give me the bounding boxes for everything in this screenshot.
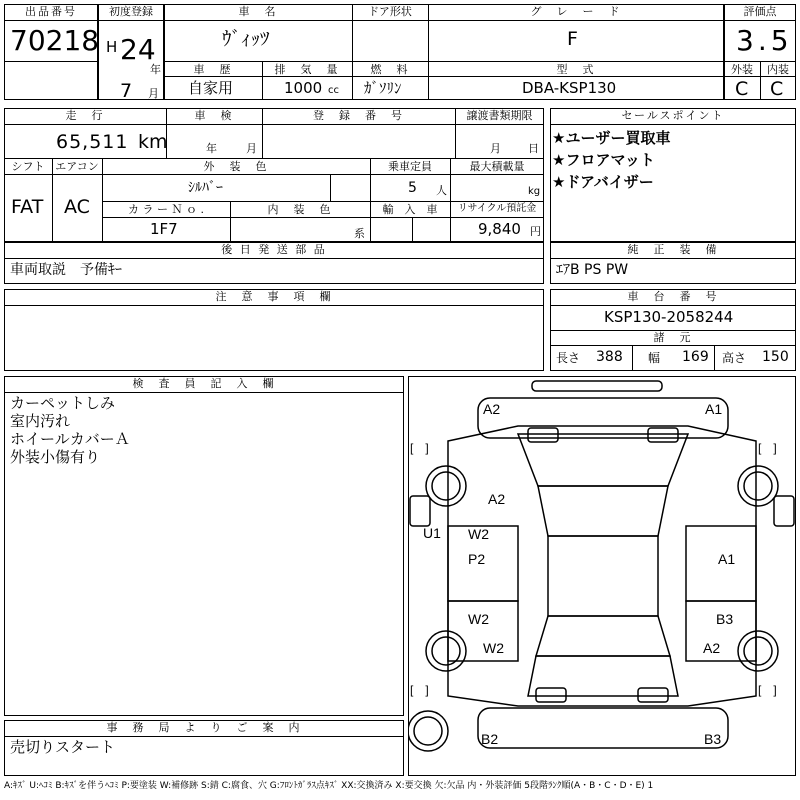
specs-box [4,108,544,242]
bracket-right-1: [ ] [758,441,777,455]
lot-number: 70218 [10,24,100,57]
displacement-label: 排 気 量 [274,63,340,76]
int-color-label: 内 装 色 [267,203,333,216]
int-color-unit: 系 [354,227,365,240]
car-info-box [164,4,724,100]
bracket-right-2: [ ] [758,683,777,697]
displacement-unit: cc [328,85,339,96]
inspector-note-2: 室内汚れ [10,412,71,430]
exterior-label: 外装 [731,63,753,76]
recycle-label: リサイクル預託金 [457,203,537,214]
damage-rear-right: B3 [704,731,722,747]
length: 388 [596,349,623,365]
inspector-note-3: ホイールカバーＡ [10,430,130,448]
color-no-label: カ ラ ー Ｎ ｏ . [128,203,204,216]
width: 169 [682,349,709,365]
era: H [106,38,118,56]
interior-label: 内装 [767,63,789,76]
length-label: 長さ [556,351,581,365]
caution-label: 注 意 事 項 欄 [215,290,333,303]
damage-left-rear-door: W2 [468,611,489,627]
width-label: 幅 [648,351,661,365]
inspector-note-1: カーペットしみ [10,394,116,412]
first-reg-label: 初度登録 [109,5,153,18]
grade: F [567,28,578,50]
inspection-label: 車 検 [194,109,234,122]
transfer-day-unit: 日 [528,142,539,155]
shift-label: シフト [11,160,45,173]
height: 150 [762,349,789,365]
displacement: 1000 [284,79,323,97]
damage-left-rear-fender: W2 [483,640,504,656]
sales-points-label: セールスポイント [621,109,725,122]
inspection-month-unit: 月 [246,142,257,155]
score: 3.5 [736,24,793,57]
bracket-left-2: [ ] [410,683,429,697]
damage-right-door: A1 [718,551,736,567]
transfer-label: 譲渡書類期限 [466,109,533,122]
car-name-label: 車 名 [238,5,278,18]
sales-point-2: ★フロアマット [552,151,655,169]
office-note: 売切りスタート [10,738,116,756]
later-parts: 車両取説 予備ｷｰ [10,262,122,278]
reg-year: 24 [120,33,156,66]
seats: 5 [408,180,417,196]
history-label: 車 歴 [193,63,233,76]
interior-grade: C [770,78,784,100]
ext-color: ｼﾙﾊﾞｰ [188,180,223,196]
reg-month: 7 [120,80,133,102]
inspector-note-4: 外装小傷有り [10,448,101,466]
damage-legend: A:ｷｽﾞ U:ﾍｺﾐ B:ｷｽﾞを伴うﾍｺﾐ P:要塗装 W:補修跡 S:錆 C:腐食、穴 G:ﾌﾛﾝﾄｶﾞﾗｽ点ｷｽﾞ XX:交換済み X:要交換 欠:欠品 内・外装評価 5段階ﾗﾝｸ順(A・B・C・D・E) 1 [4,781,654,791]
ac: AC [64,196,90,218]
seats-label: 乗車定員 [388,160,432,173]
genuine-equipment: ｴｱB PS PW [556,262,629,278]
damage-hood: A2 [488,491,506,507]
recycle-amount: 9,840 [478,220,521,238]
recycle-unit: 円 [530,225,541,238]
chassis-number: KSP130-2058244 [604,308,734,326]
load-unit: kg [528,186,541,197]
score-label: 評価点 [743,5,777,18]
ext-color-label: 外 装 色 [203,160,269,173]
plate-label: 登 録 番 号 [313,109,404,122]
import-label: 輸 入 車 [382,203,438,216]
transfer-month-unit: 月 [490,142,501,155]
shift: FAT [11,196,44,218]
year-unit: 年 [150,63,161,76]
month-unit: 月 [148,87,159,100]
damage-front-left: A2 [483,401,501,417]
exterior-grade: C [735,78,749,100]
grade-label: グ レ ー ド [530,5,622,18]
door-label: ドア形状 [368,5,412,18]
car-diagram [408,376,796,776]
damage-left-fender: W2 [468,526,489,542]
fuel: ｶﾞｿﾘﾝ [364,79,402,97]
seats-unit: 人 [436,184,447,197]
height-label: 高さ [722,351,747,365]
later-parts-label: 後 日 発 送 部 品 [221,243,327,256]
sales-point-1: ★ユーザー買取車 [552,129,671,147]
damage-rear-left: B2 [481,731,499,747]
color-no: 1F7 [150,220,178,238]
damage-left-door: P2 [468,551,486,567]
model: DBA-KSP130 [522,79,617,97]
history: 自家用 [188,79,234,97]
chassis-label: 車 台 番 号 [627,290,719,303]
load-label: 最大積載量 [469,160,525,173]
bracket-left-1: [ ] [410,441,429,455]
ac-label: エアコン [55,160,99,173]
genuine-label: 純 正 装 備 [627,243,719,256]
inspector-label: 検 査 員 記 入 欄 [132,377,276,390]
office-label: 事 務 局 よ り ご 案 内 [106,721,302,734]
dims-label: 諸 元 [653,331,693,344]
model-label: 型 式 [556,63,596,76]
damage-right-rear-fender: A2 [703,640,721,656]
sales-point-3: ★ドアバイザー [552,173,654,191]
car-name: ｳﾞｨｯﾂ [222,28,270,50]
mileage-unit: km [138,131,168,153]
lot-number-label: 出品番号 [25,5,77,18]
fuel-label: 燃 料 [370,63,410,76]
mileage: 65,511 [56,131,129,153]
mileage-label: 走 行 [65,109,105,122]
inspection-year-unit: 年 [206,142,217,155]
damage-front-right: A1 [705,401,723,417]
damage-right-rear-door: B3 [716,611,734,627]
damage-left-front-door: U1 [423,525,441,541]
